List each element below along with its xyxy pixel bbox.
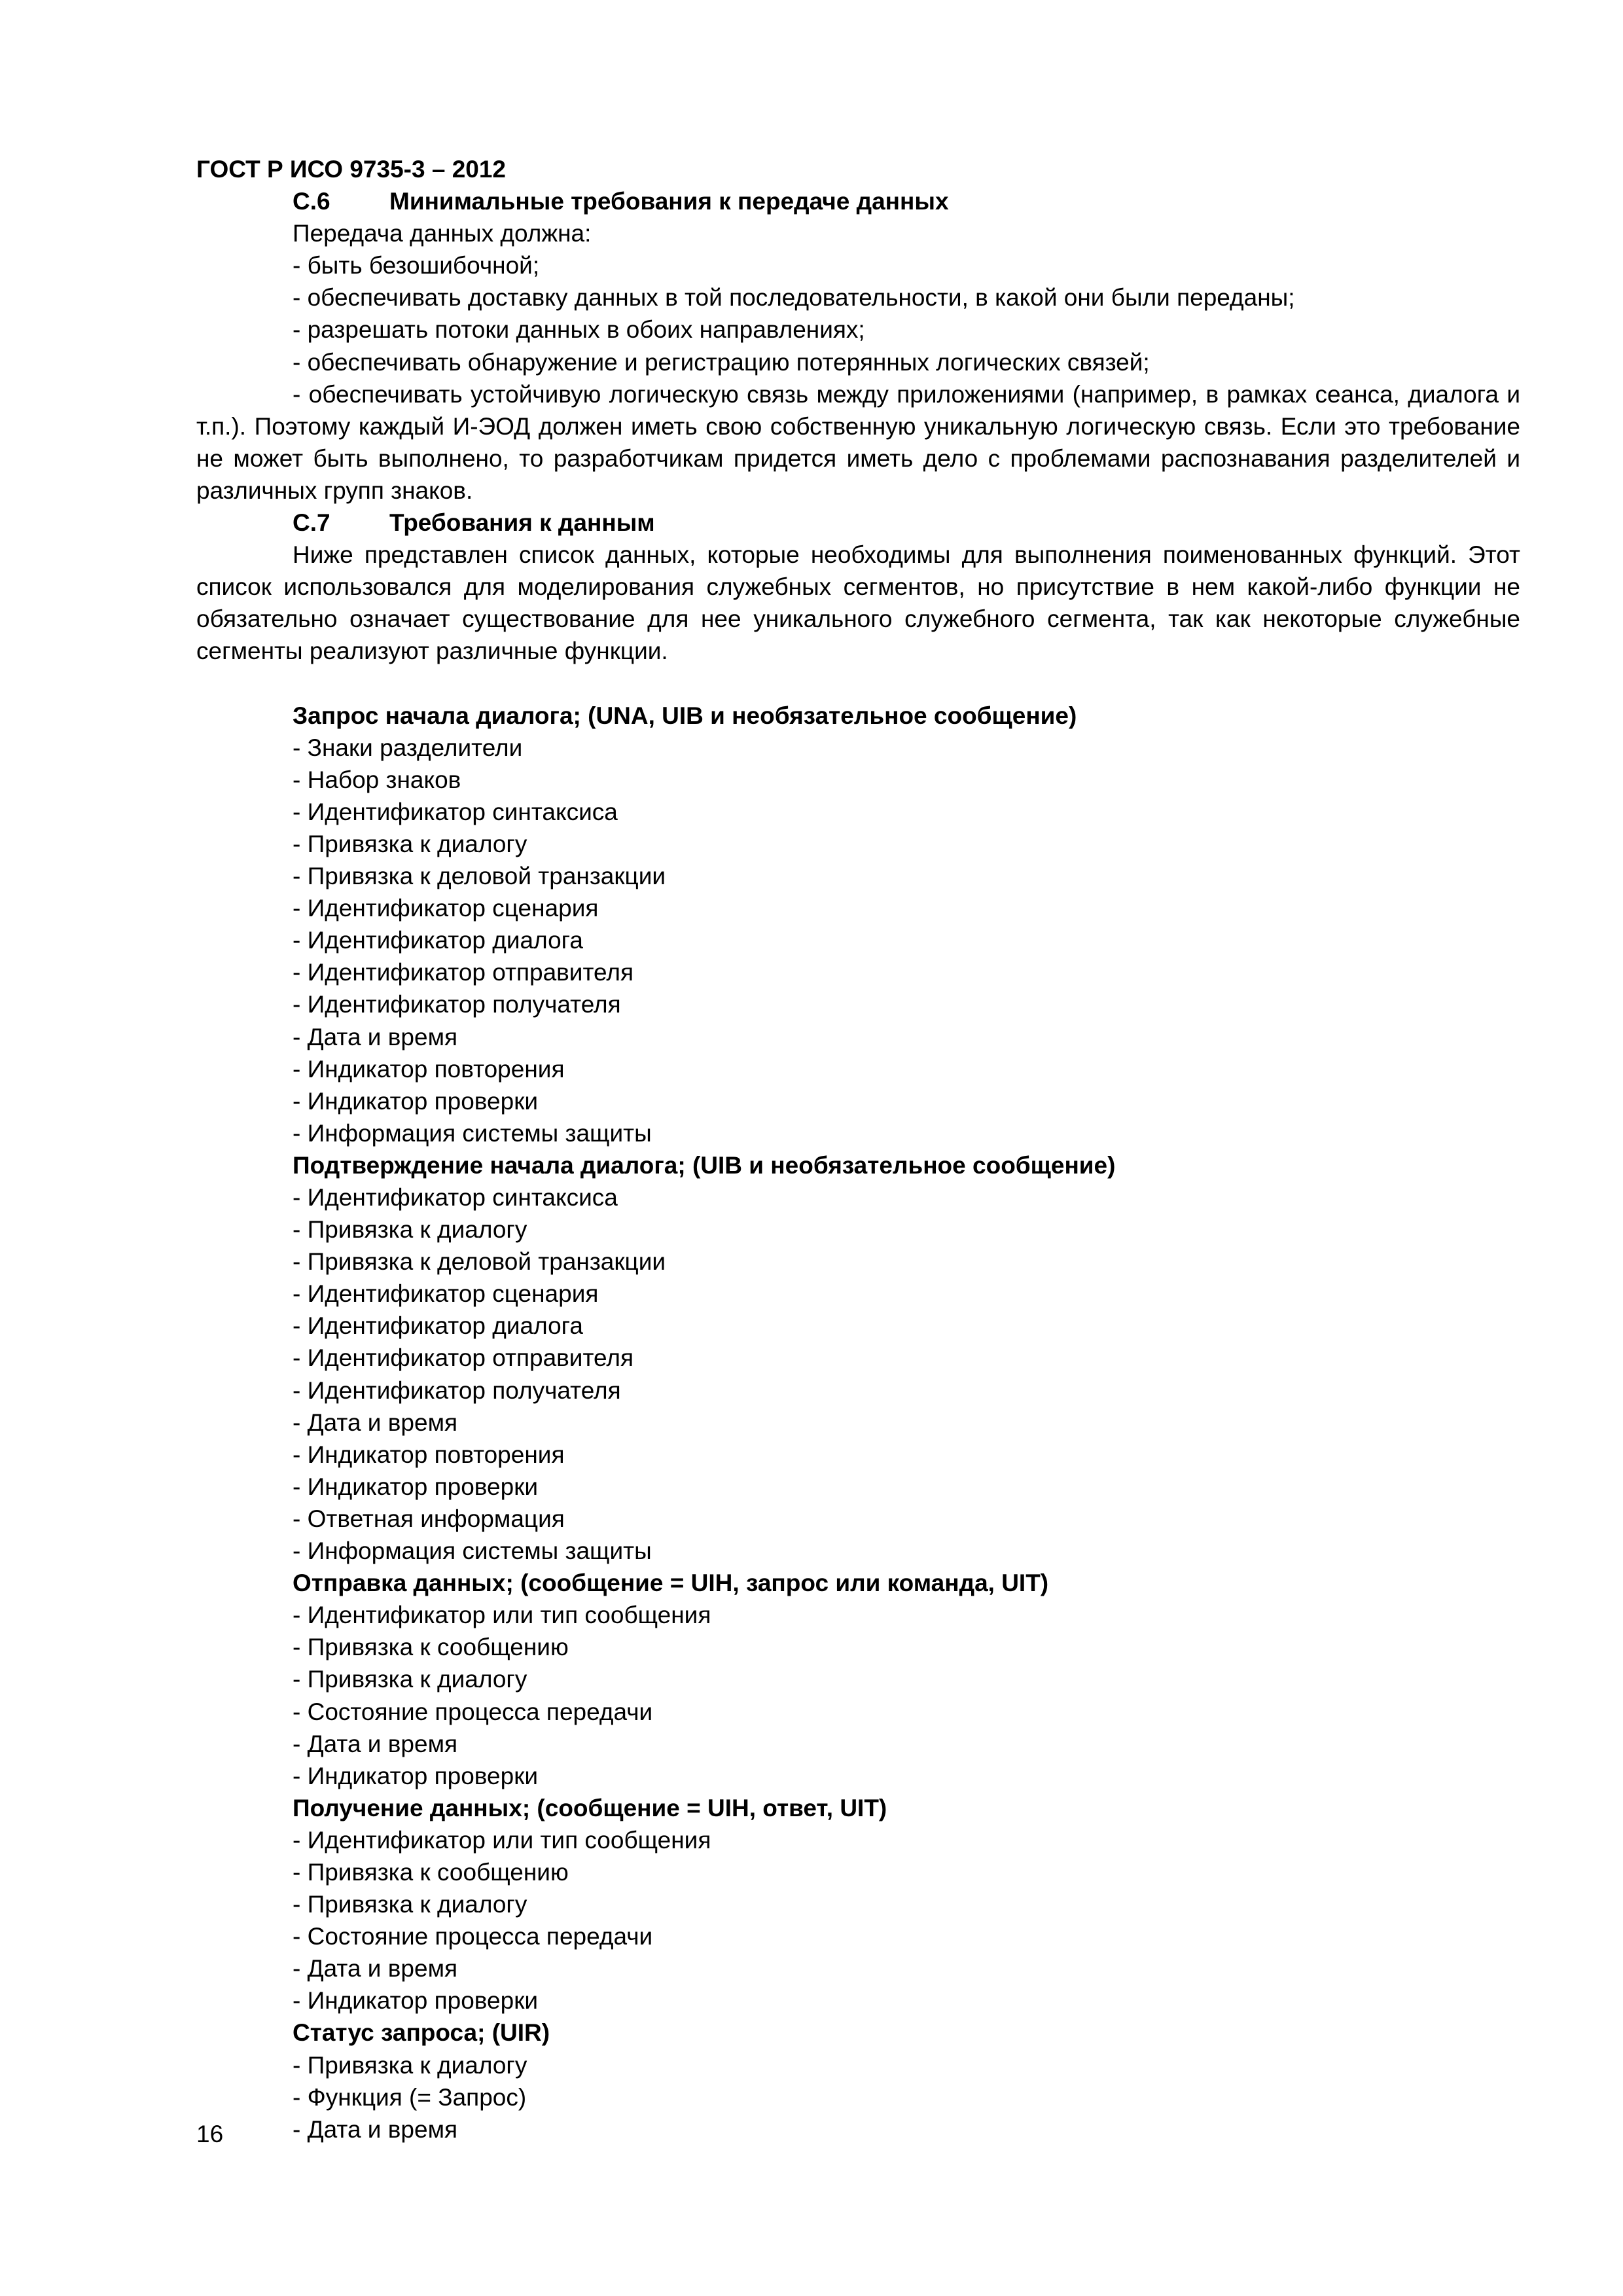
group-heading: Получение данных; (сообщение = UIH, ответ, UIT) [293, 1794, 887, 1821]
list-item: - обеспечивать обнаружение и регистрацию потерянных логических связей; [293, 348, 1150, 376]
list-item: - обеспечивать доставку данных в той последовательности, в какой они были переданы; [293, 284, 1295, 312]
section-c7-heading [196, 507, 1520, 539]
list-item: - Информация системы защиты [293, 1119, 652, 1147]
list-item: - Идентификатор получателя [293, 1376, 621, 1404]
list-item: - Дата и время [293, 1730, 458, 1757]
list-item: - Индикатор повторения [293, 1055, 565, 1083]
list-item: - Идентификатор сценария [293, 895, 599, 922]
list-item: - Индикатор проверки [293, 1987, 539, 2015]
list-item: - Индикатор повторения [293, 1441, 565, 1468]
list-item: - Идентификатор отправителя [293, 959, 633, 986]
list-item: - Состояние процесса передачи [293, 1698, 653, 1725]
list-item: - Индикатор проверки [293, 1473, 539, 1500]
group-heading: Запрос начала диалога; (UNA, UIB и необязательное сообщение) [293, 702, 1077, 729]
list-item: - Дата и время [293, 2115, 458, 2143]
section-c6-heading [196, 185, 1520, 217]
list-item: - Идентификатор или тип сообщения [293, 1826, 711, 1854]
list-item: - Идентификатор синтаксиса [293, 798, 618, 825]
data-requirements-list [196, 700, 1520, 2145]
list-item: - Дата и время [293, 1955, 458, 1982]
list-item: - Набор знаков [293, 766, 461, 793]
list-item: - Привязка к сообщению [293, 1858, 569, 1886]
list-item: - быть безошибочной; [293, 252, 540, 279]
list-item: - Привязка к сообщению [293, 1634, 569, 1661]
document-header: ГОСТ Р ИСО 9735-3 – 2012 [196, 156, 507, 183]
section-number: С.7 [293, 509, 330, 537]
paragraph: Ниже представлен список данных, которые необходимы для выполнения поименованных функций. Этот список использовался для моделирования служебных сегментов, но присутствие в нем какой-либо функции не обязательно означает существование для нее уникального служебного сегмента, так как некоторые служебные сегменты реализуют различные функции. [196, 541, 1520, 665]
page-number: 16 [196, 2121, 224, 2147]
list-item: - Привязка к деловой транзакции [293, 863, 666, 890]
list-item: - Привязка к диалогу [293, 1216, 527, 1244]
list-item: - Привязка к диалогу [293, 830, 527, 857]
c6-list [196, 249, 1520, 378]
section-number: С.6 [293, 188, 330, 215]
list-item: - Индикатор проверки [293, 1087, 539, 1115]
list-item: - Идентификатор отправителя [293, 1344, 633, 1372]
list-item: - Дата и время [293, 1023, 458, 1050]
list-item: - Идентификатор диалога [293, 927, 583, 954]
list-item: - Идентификатор диалога [293, 1312, 583, 1340]
list-item: - Функция (= Запрос) [293, 2083, 527, 2111]
section-title: Минимальные требования к передаче данных [389, 188, 949, 215]
document-page [196, 153, 1520, 2145]
group-heading: Подтверждение начала диалога; (UIB и необязательное сообщение) [293, 1151, 1116, 1179]
list-item: - Привязка к деловой транзакции [293, 1248, 666, 1276]
group-heading: Статус запроса; (UIR) [293, 2019, 550, 2047]
list-item: - Состояние процесса передачи [293, 1923, 653, 1950]
list-item: - Идентификатор синтаксиса [293, 1184, 618, 1211]
list-item: - Идентификатор сценария [293, 1280, 599, 1308]
list-item: - Идентификатор получателя [293, 991, 621, 1018]
list-item: - Привязка к диалогу [293, 1891, 527, 1918]
list-item: - Ответная информация [293, 1505, 565, 1532]
list-item: - Идентификатор или тип сообщения [293, 1602, 711, 1629]
list-item: - Дата и время [293, 1408, 458, 1436]
group-heading: Отправка данных; (сообщение = UIH, запрос или команда, UIT) [293, 1570, 1049, 1597]
list-item: - Знаки разделители [293, 734, 523, 761]
list-item: - Информация системы защиты [293, 1537, 652, 1565]
list-item: - Индикатор проверки [293, 1762, 539, 1789]
paragraph: - обеспечивать устойчивую логическую связь между приложениями (например, в рамках сеанса, диалога и т.п.). Поэтому каждый И-ЭОД должен иметь свою собственную уникальную логическую связь. Если это требование не может быть выполнено, то разработчикам придется иметь дело с проблемами распознавания разделителей и различных групп знаков. [196, 380, 1520, 504]
intro-text: Передача данных должна: [293, 220, 592, 247]
list-item: - разрешать потоки данных в обоих направлениях; [293, 316, 865, 344]
section-title: Требования к данным [389, 509, 655, 537]
list-item: - Привязка к диалогу [293, 2051, 527, 2079]
list-item: - Привязка к диалогу [293, 1666, 527, 1693]
